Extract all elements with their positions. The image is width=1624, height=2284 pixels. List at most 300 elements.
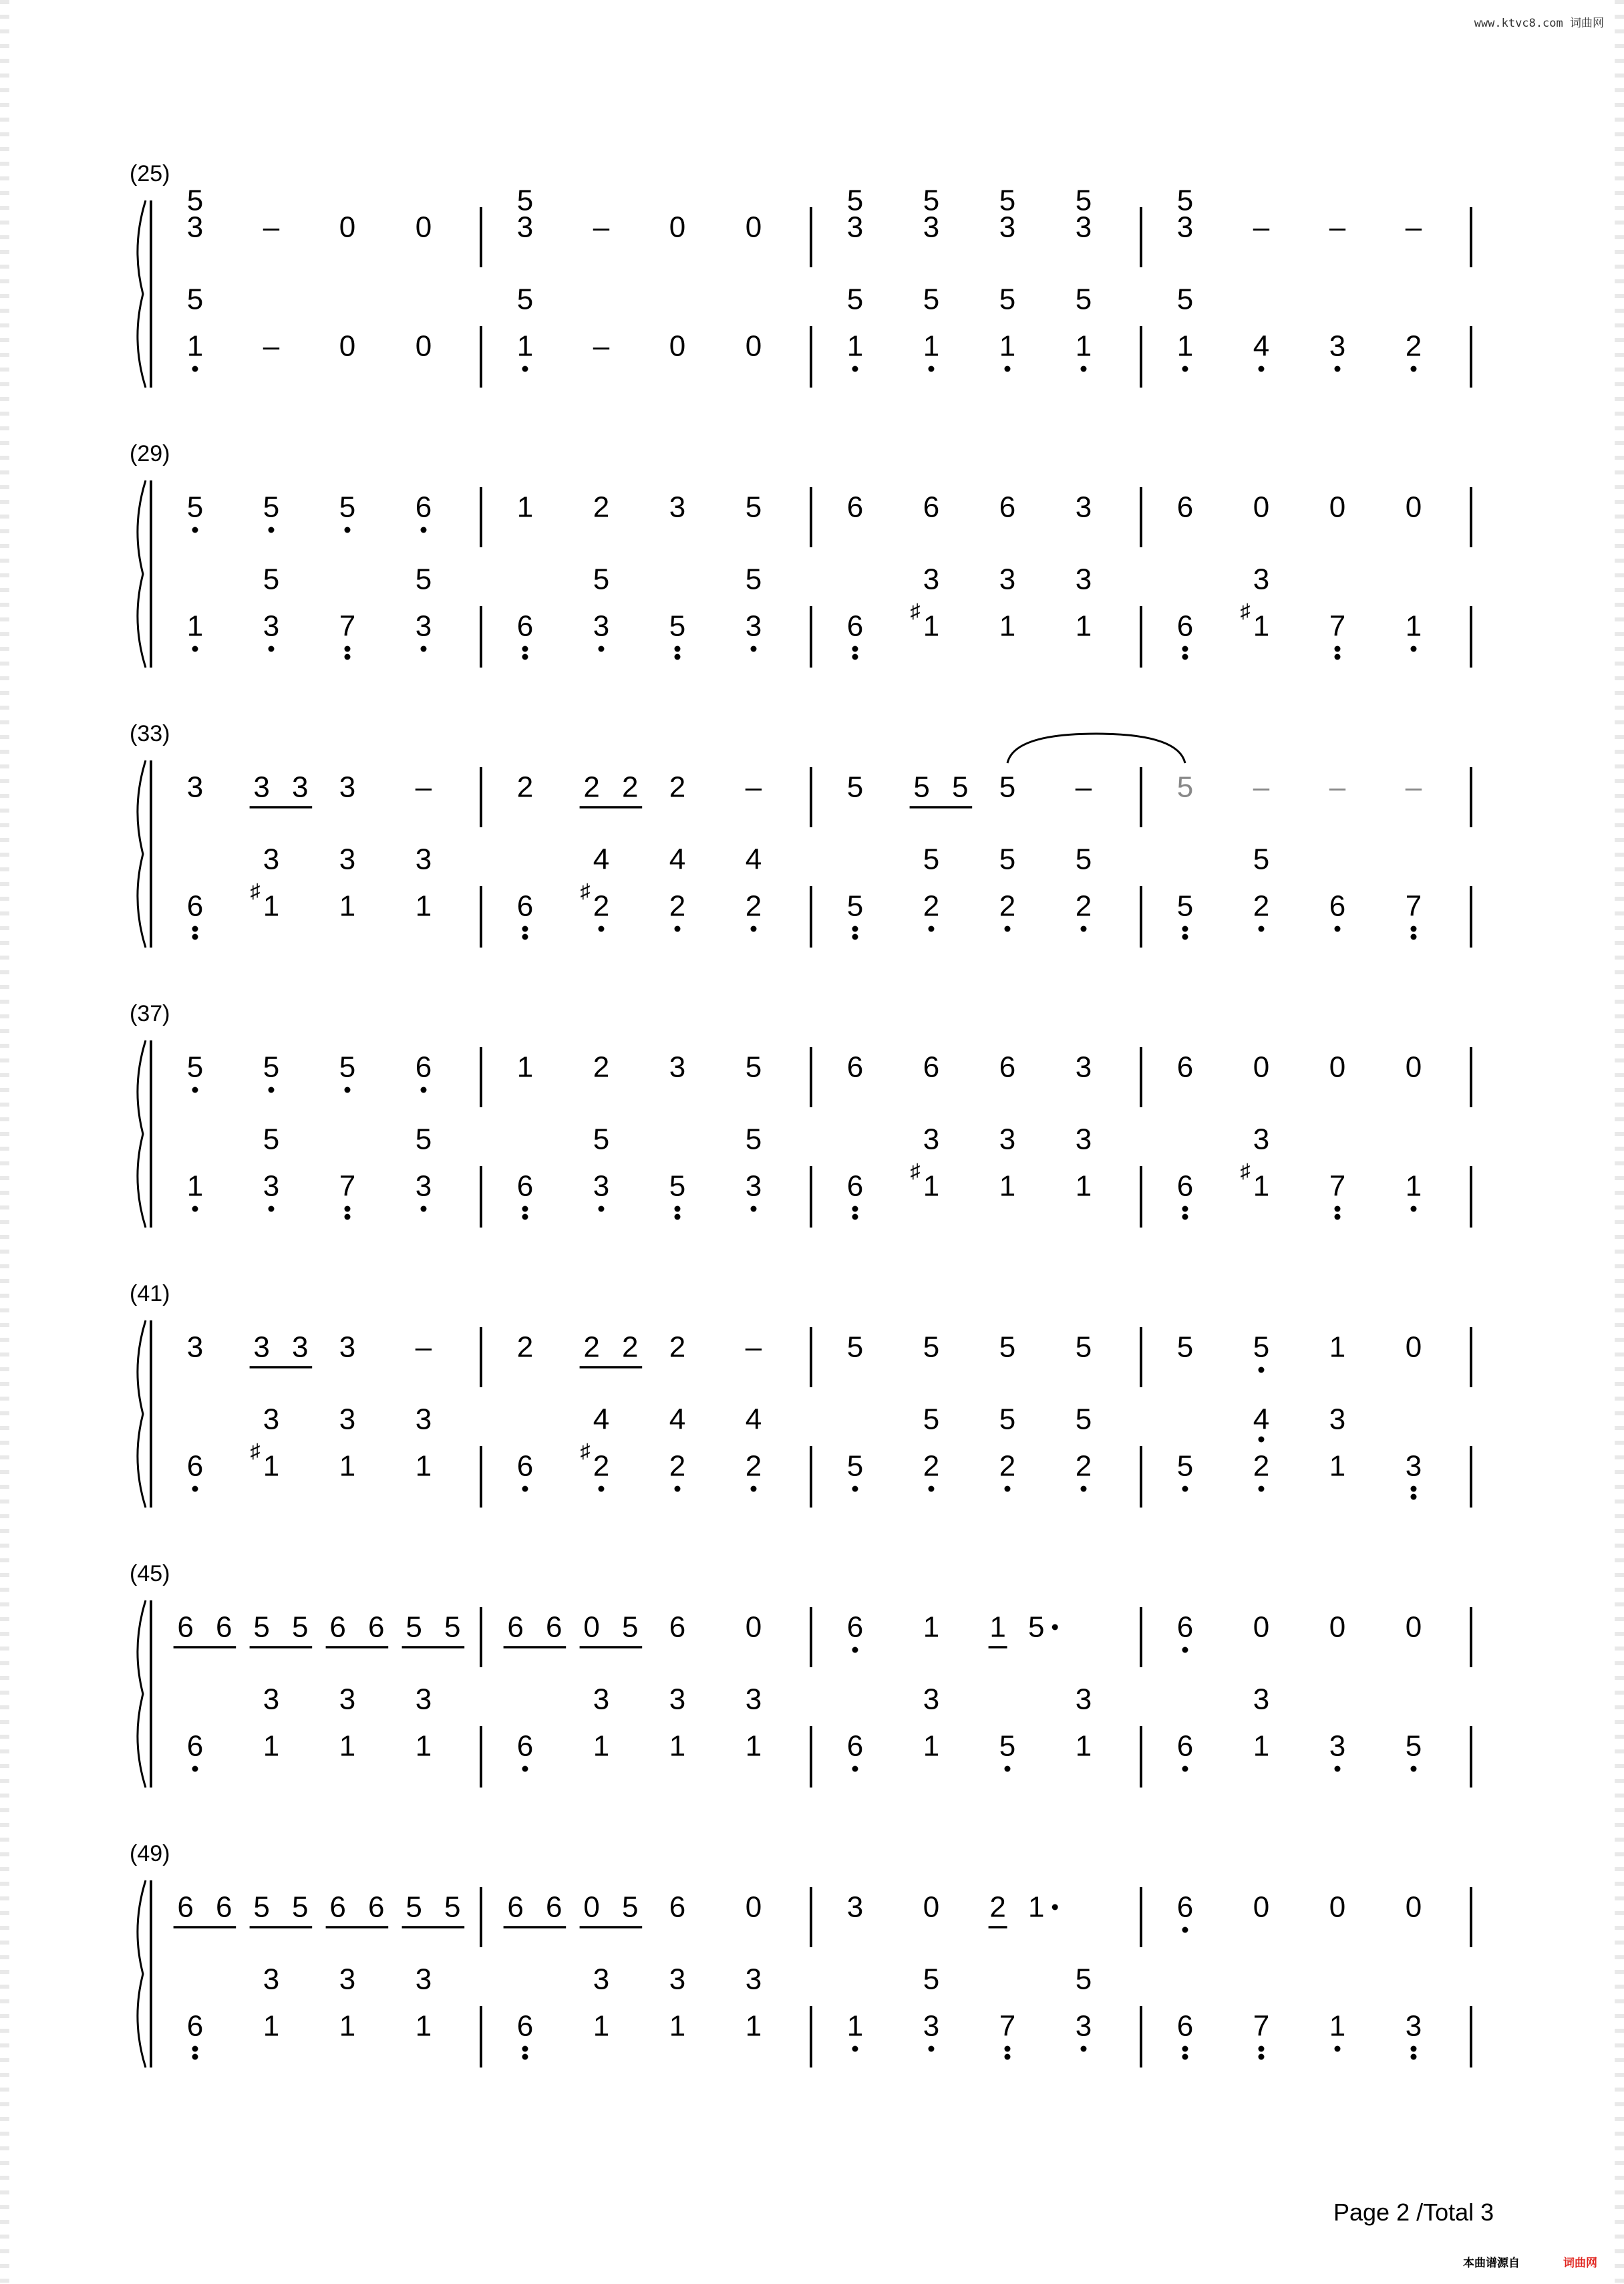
octave-dot [852, 366, 858, 372]
system-brace [138, 1040, 146, 1228]
octave-dot [1005, 2054, 1011, 2060]
melody-note: 0 [1253, 1050, 1270, 1084]
octave-dot [1411, 1766, 1417, 1772]
melody-note: 0 [745, 1610, 762, 1644]
accompaniment-note: 7 [1405, 889, 1422, 923]
octave-dot [1005, 1766, 1011, 1772]
chord-lower-note: 1 [516, 329, 534, 363]
measure-number: (29) [130, 441, 170, 466]
melody-note: 5 [186, 490, 204, 524]
melody-note: 5 [621, 1610, 639, 1644]
chord-lower-note: 1 [339, 889, 356, 923]
chord-lower-note: 1 [669, 1729, 686, 1763]
octave-dot [1182, 654, 1188, 660]
chord-upper-note: 5 [516, 184, 534, 217]
sharp-sign: ♯ [250, 1440, 261, 1463]
melody-note: 5 [923, 1330, 940, 1364]
octave-dot [345, 527, 351, 533]
octave-dot [1335, 1214, 1341, 1220]
octave-dot [192, 1087, 198, 1093]
octave-dot [345, 1206, 351, 1212]
octave-dot [1182, 646, 1188, 652]
chord-upper-note: 5 [745, 563, 762, 596]
octave-dot [1081, 2046, 1087, 2052]
chord-upper-note: 3 [339, 1683, 356, 1716]
octave-dot [1081, 1486, 1087, 1492]
octave-dot [1335, 1206, 1341, 1212]
chord-upper-note: 3 [999, 563, 1016, 596]
chord-lower-note: 3 [999, 210, 1016, 244]
chord-lower-note: 1 [923, 329, 940, 363]
melody-note: 5 [444, 1610, 461, 1644]
chord-upper-note: 3 [415, 843, 432, 876]
octave-dot [1259, 2046, 1265, 2052]
octave-dot [192, 1766, 198, 1772]
octave-dot [852, 926, 858, 932]
accompaniment-note: 6 [846, 1729, 864, 1763]
octave-dot [1182, 366, 1188, 372]
octave-dot [522, 654, 528, 660]
accompaniment-note: 6 [1329, 889, 1346, 923]
chord-lower-note: 1 [999, 609, 1016, 643]
melody-note: 6 [1176, 1890, 1194, 1924]
accompaniment-note: 6 [186, 1729, 204, 1763]
octave-dot [599, 926, 605, 932]
melody-note: 6 [177, 1610, 194, 1644]
chord-lower-note: 3 [186, 210, 204, 244]
octave-dot [1182, 1647, 1188, 1653]
chord-upper-note: 5 [1176, 283, 1194, 316]
melody-note: 6 [846, 1050, 864, 1084]
octave-dot [1182, 2046, 1188, 2052]
octave-dot [1005, 2046, 1011, 2052]
octave-dot [1182, 1927, 1188, 1933]
chord-lower-note: 2 [1253, 889, 1270, 923]
octave-dot [852, 1486, 858, 1492]
melody-note: 6 [846, 490, 864, 524]
octave-dot [1411, 1206, 1417, 1212]
octave-dot [675, 1486, 681, 1492]
chord-upper-note: 5 [923, 843, 940, 876]
melody-note: 3 [669, 490, 686, 524]
measure-number: (37) [130, 1001, 170, 1026]
melody-note: 2 [669, 1330, 686, 1364]
tie-slur [1007, 734, 1185, 763]
chord-upper-note: 5 [923, 184, 940, 217]
chord-upper-note: 3 [1253, 1683, 1270, 1716]
chord-lower-note: 1 [745, 1729, 762, 1763]
octave-dot [1335, 646, 1341, 652]
chord-lower-note: 3 [923, 2009, 940, 2043]
chord-upper-note: 3 [593, 1963, 610, 1996]
melody-note: 5 [846, 770, 864, 804]
chord-upper-note: 4 [1253, 1403, 1270, 1436]
chord-lower-note: 2 [999, 889, 1016, 923]
accompaniment-note: 6 [1176, 1729, 1194, 1763]
melody-note: 3 [339, 1330, 356, 1364]
accompaniment-note: 0 [745, 329, 762, 363]
melody-note: 0 [1329, 1050, 1346, 1084]
chord-lower-note: 3 [263, 1169, 280, 1203]
octave-dot [1182, 2054, 1188, 2060]
melody-note: – [1253, 210, 1270, 244]
system-brace [138, 1320, 146, 1508]
chord-upper-note: 5 [593, 1123, 610, 1156]
melody-note: 5 [253, 1890, 270, 1924]
chord-upper-note: 5 [1075, 184, 1092, 217]
melody-note: 6 [923, 490, 940, 524]
chord-lower-note: 3 [1176, 210, 1194, 244]
melody-note: 5 [263, 1050, 280, 1084]
octave-dot [522, 934, 528, 940]
chord-upper-note: 4 [593, 843, 610, 876]
melody-note: 6 [1176, 1610, 1194, 1644]
melody-note: 0 [1405, 1610, 1422, 1644]
chord-lower-note: 3 [1075, 210, 1092, 244]
melody-note: 0 [1405, 1050, 1422, 1084]
chord-upper-note: 3 [923, 563, 940, 596]
accompaniment-note: 5 [999, 1729, 1016, 1763]
chord-lower-note: 1 [1253, 1729, 1270, 1763]
accompaniment-note: 1 [186, 609, 204, 643]
octave-dot [421, 646, 427, 652]
octave-dot [852, 2046, 858, 2052]
chord-upper-note: 5 [999, 184, 1016, 217]
melody-note: 3 [291, 1330, 309, 1364]
melody-note: 5 [405, 1610, 422, 1644]
chord-upper-note: 3 [923, 1123, 940, 1156]
octave-dot [852, 1647, 858, 1653]
melody-note: 6 [507, 1610, 524, 1644]
accompaniment-note: 3 [1405, 2009, 1422, 2043]
sharp-sign: ♯ [1240, 1160, 1251, 1183]
accompaniment-note: 6 [516, 609, 534, 643]
octave-dot [852, 654, 858, 660]
chord-upper-note: 5 [923, 283, 940, 316]
octave-dot [192, 1206, 198, 1212]
octave-dot [1411, 1494, 1417, 1500]
chord-upper-note: 3 [669, 1963, 686, 1996]
octave-dot [192, 1486, 198, 1492]
sharp-sign: ♯ [910, 600, 921, 623]
chord-upper-note: 4 [593, 1403, 610, 1436]
melody-note: 0 [1329, 490, 1346, 524]
accompaniment-note: 6 [1176, 1169, 1194, 1203]
melody-note: 5 [621, 1890, 639, 1924]
accompaniment-note: 0 [415, 329, 432, 363]
octave-dot [522, 2046, 528, 2052]
chord-upper-note: 3 [415, 1683, 432, 1716]
chord-upper-note: 3 [999, 1123, 1016, 1156]
chord-lower-note: 1 [186, 329, 204, 363]
melody-note: 2 [621, 1330, 639, 1364]
octave-dot [421, 1087, 427, 1093]
octave-dot [421, 1206, 427, 1212]
chord-lower-note: 1 [846, 329, 864, 363]
accompaniment-note: – [593, 329, 610, 363]
octave-dot [1005, 366, 1011, 372]
accompaniment-note: 3 [1329, 1729, 1346, 1763]
chord-lower-note: 3 [1075, 2009, 1092, 2043]
melody-note: 0 [1253, 490, 1270, 524]
chord-lower-note: 3 [263, 609, 280, 643]
octave-dot [269, 646, 275, 652]
octave-dot [522, 366, 528, 372]
melody-note: 5 [1027, 1610, 1045, 1644]
chord-upper-note: 5 [999, 283, 1016, 316]
octave-dot [522, 1486, 528, 1492]
accompaniment-note: 6 [516, 1449, 534, 1483]
chord-upper-note: 4 [745, 1403, 762, 1436]
melody-note: – [745, 1330, 762, 1364]
chord-upper-note: 3 [1075, 1123, 1092, 1156]
chord-upper-note: 5 [1075, 843, 1092, 876]
melody-note: 5 [405, 1890, 422, 1924]
octave-dot [929, 926, 935, 932]
chord-lower-note: 1 [923, 1169, 940, 1203]
octave-dot [192, 2046, 198, 2052]
chord-upper-note: 5 [923, 1963, 940, 1996]
melody-note: – [745, 770, 762, 804]
chord-lower-note: 1 [415, 1729, 432, 1763]
accompaniment-note: 5 [846, 889, 864, 923]
melody-note: 0 [745, 210, 762, 244]
accompaniment-note: 7 [339, 609, 356, 643]
accompaniment-note: 3 [1329, 329, 1346, 363]
melody-note: 0 [583, 1610, 600, 1644]
octave-dot [345, 646, 351, 652]
melody-note: – [1329, 210, 1346, 244]
octave-dot [1335, 2046, 1341, 2052]
melody-note: – [415, 770, 432, 804]
octave-dot [1005, 926, 1011, 932]
chord-lower-note: 1 [263, 2009, 280, 2043]
octave-dot [599, 1206, 605, 1212]
accompaniment-note: 1 [846, 2009, 864, 2043]
octave-dot [269, 1206, 275, 1212]
melody-note: 6 [545, 1890, 562, 1924]
octave-dot [1005, 1486, 1011, 1492]
chord-upper-note: 3 [263, 1963, 280, 1996]
chord-lower-note: 3 [593, 609, 610, 643]
chord-upper-note: 5 [1253, 843, 1270, 876]
octave-dot [345, 1087, 351, 1093]
accompaniment-note: 5 [846, 1449, 864, 1483]
melody-note: 1 [516, 490, 534, 524]
accompaniment-note: 7 [339, 1169, 356, 1203]
octave-dot [852, 646, 858, 652]
chord-lower-note: 2 [669, 1449, 686, 1483]
measure-number: (25) [130, 161, 170, 186]
chord-lower-note: 1 [745, 2009, 762, 2043]
melody-note: 3 [253, 770, 270, 804]
octave-dot [852, 1766, 858, 1772]
chord-lower-note: 1 [1253, 609, 1270, 643]
accompaniment-note: 2 [1405, 329, 1422, 363]
melody-note: 2 [989, 1890, 1006, 1924]
chord-upper-note: 5 [415, 1123, 432, 1156]
accompaniment-note: 6 [516, 1169, 534, 1203]
octave-dot [1182, 934, 1188, 940]
chord-upper-note: 4 [669, 1403, 686, 1436]
octave-dot [1411, 1486, 1417, 1492]
chord-upper-note: 5 [593, 563, 610, 596]
octave-dot [929, 366, 935, 372]
octave-dot [1182, 1486, 1188, 1492]
melody-note: 6 [923, 1050, 940, 1084]
octave-dot [522, 926, 528, 932]
octave-dot [1259, 1486, 1265, 1492]
chord-lower-note: 1 [1253, 1169, 1270, 1203]
accompaniment-note: 1 [186, 1169, 204, 1203]
octave-dot [522, 1766, 528, 1772]
site-header: www.ktvc8.com 词曲网 [1474, 17, 1604, 30]
octave-dot [192, 527, 198, 533]
melody-note: – [1405, 770, 1422, 804]
melody-note: 6 [367, 1610, 385, 1644]
octave-dot [192, 366, 198, 372]
chord-lower-note: 1 [593, 2009, 610, 2043]
chord-lower-note: 1 [339, 1449, 356, 1483]
accompaniment-note: 3 [1405, 1449, 1422, 1483]
melody-note: 0 [1329, 1890, 1346, 1924]
melody-note: 6 [367, 1890, 385, 1924]
melody-note: 6 [545, 1610, 562, 1644]
chord-lower-note: 1 [263, 889, 280, 923]
octave-dot [1335, 926, 1341, 932]
melody-note: 0 [923, 1890, 940, 1924]
accompaniment-note: 1 [1405, 1169, 1422, 1203]
melody-note: 5 [339, 490, 356, 524]
octave-dot [1259, 1367, 1265, 1373]
system-brace [138, 760, 146, 948]
chord-lower-note: 3 [415, 1169, 432, 1203]
chord-upper-note: 3 [263, 1683, 280, 1716]
chord-upper-note: 3 [1253, 563, 1270, 596]
chord-lower-note: 1 [415, 2009, 432, 2043]
octave-dot [1411, 934, 1417, 940]
chord-lower-note: 1 [1075, 1169, 1092, 1203]
melody-note: 6 [215, 1890, 232, 1924]
octave-dot [1182, 1206, 1188, 1212]
accompaniment-note: 7 [1253, 2009, 1270, 2043]
measure-number: (45) [130, 1561, 170, 1586]
octave-dot [522, 1206, 528, 1212]
melody-note: 3 [253, 1330, 270, 1364]
chord-upper-note: 3 [1253, 1123, 1270, 1156]
melody-note: 6 [507, 1890, 524, 1924]
chord-lower-note: 1 [669, 2009, 686, 2043]
accompaniment-note: 6 [1176, 2009, 1194, 2043]
octave-dot [1182, 1766, 1188, 1772]
chord-lower-note: 1 [339, 1729, 356, 1763]
melody-note: 5 [339, 1050, 356, 1084]
melody-note: 5 [1253, 1330, 1270, 1364]
accompaniment-note: – [263, 329, 280, 363]
melody-note: 5 [1176, 770, 1194, 804]
sharp-sign: ♯ [1240, 600, 1251, 623]
melody-note: 3 [291, 770, 309, 804]
melody-note: – [1075, 770, 1092, 804]
accompaniment-note: 6 [516, 1729, 534, 1763]
melody-note: 0 [669, 210, 686, 244]
system-brace [138, 200, 146, 388]
chord-lower-note: 2 [669, 889, 686, 923]
chord-lower-note: 3 [923, 210, 940, 244]
sharp-sign: ♯ [250, 880, 261, 903]
octave-dot [852, 1214, 858, 1220]
chord-lower-note: 2 [923, 1449, 940, 1483]
chord-upper-note: 5 [846, 184, 864, 217]
chord-lower-note: 1 [415, 1449, 432, 1483]
chord-upper-note: 3 [923, 1683, 940, 1716]
melody-note: 6 [1176, 1050, 1194, 1084]
sharp-sign: ♯ [580, 880, 591, 903]
melody-note: 1 [923, 1610, 940, 1644]
chord-upper-note: 3 [745, 1683, 762, 1716]
measure-number: (33) [130, 721, 170, 746]
melody-note: 5 [291, 1890, 309, 1924]
accompaniment-note: 5 [1405, 1729, 1422, 1763]
chord-upper-note: 5 [846, 283, 864, 316]
octave-dot [1411, 2046, 1417, 2052]
chord-lower-note: 1 [593, 1729, 610, 1763]
octave-dot [852, 934, 858, 940]
melody-note: 5 [186, 1050, 204, 1084]
melody-note: 2 [583, 1330, 600, 1364]
octave-dot [1411, 926, 1417, 932]
melody-note: 6 [329, 1890, 346, 1924]
melody-note: 3 [339, 770, 356, 804]
melody-note: 5 [291, 1610, 309, 1644]
chord-lower-note: 2 [745, 1449, 762, 1483]
octave-dot [421, 527, 427, 533]
octave-dot [751, 1206, 757, 1212]
octave-dot [1335, 366, 1341, 372]
chord-upper-note: 3 [669, 1683, 686, 1716]
chord-upper-note: 5 [263, 563, 280, 596]
octave-dot [1335, 1766, 1341, 1772]
chord-upper-note: 4 [669, 843, 686, 876]
accompaniment-note: 6 [186, 1449, 204, 1483]
melody-note: 5 [1176, 1330, 1194, 1364]
melody-note: 6 [669, 1890, 686, 1924]
octave-dot [345, 1214, 351, 1220]
sharp-sign: ♯ [580, 1440, 591, 1463]
chord-lower-note: 1 [415, 889, 432, 923]
chord-upper-note: 5 [923, 1403, 940, 1436]
chord-upper-note: 3 [415, 1963, 432, 1996]
melody-note: 3 [669, 1050, 686, 1084]
chord-lower-note: 1 [999, 1169, 1016, 1203]
melody-note: 5 [745, 1050, 762, 1084]
augmentation-dot [1052, 1904, 1058, 1910]
octave-dot [1411, 366, 1417, 372]
chord-lower-note: 3 [593, 1169, 610, 1203]
melody-note: 5 [253, 1610, 270, 1644]
melody-note: 5 [263, 490, 280, 524]
chord-upper-note: 3 [745, 1963, 762, 1996]
chord-upper-note: 5 [415, 563, 432, 596]
melody-note: – [263, 210, 280, 244]
accompaniment-note: 5 [669, 609, 686, 643]
accompaniment-note: 6 [186, 889, 204, 923]
melody-note: 1 [989, 1610, 1006, 1644]
chord-lower-note: 1 [1075, 329, 1092, 363]
accompaniment-note: 6 [1176, 609, 1194, 643]
chord-upper-note: 3 [263, 843, 280, 876]
melody-note: 2 [593, 1050, 610, 1084]
